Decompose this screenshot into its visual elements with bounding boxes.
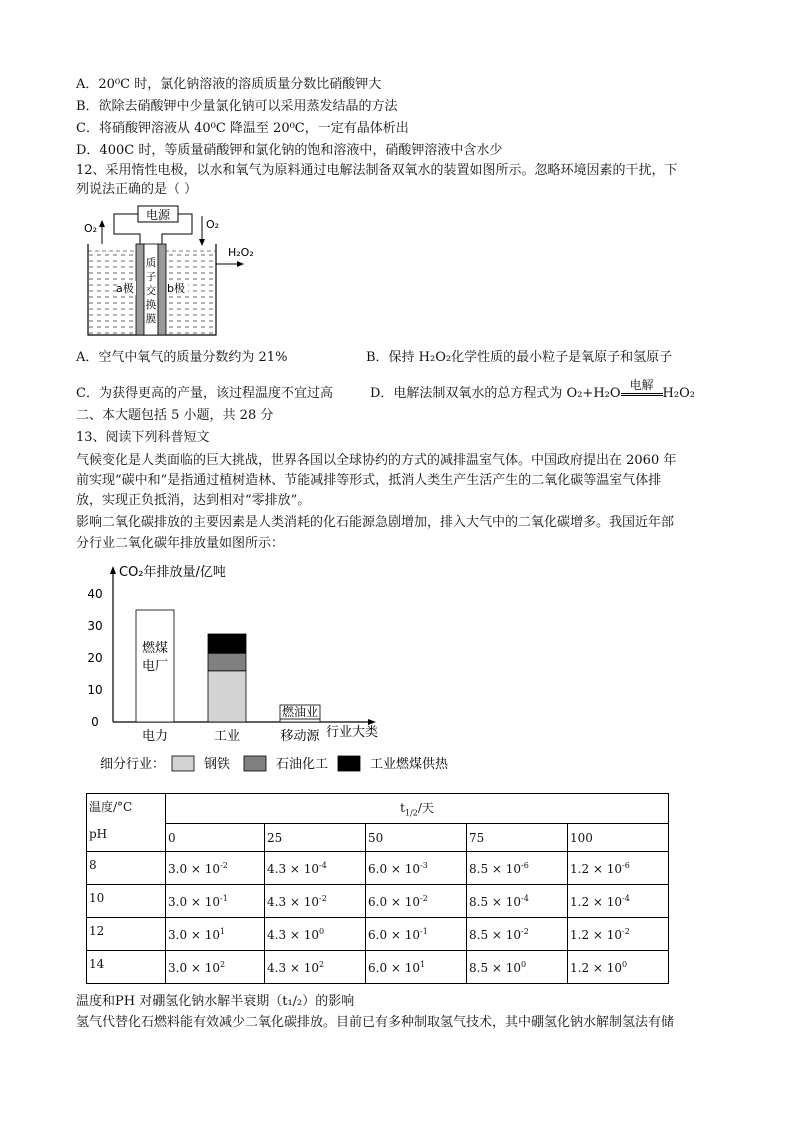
legend-swatch	[172, 756, 194, 771]
temperature-header: 0	[166, 824, 265, 852]
half-life-cell: $4.3 \times 10^{-2}$	[265, 885, 366, 918]
y-tick-label: 0	[91, 715, 99, 729]
bar-label: 燃油业	[281, 705, 319, 719]
bar-segment	[208, 671, 246, 722]
table-row	[87, 885, 669, 918]
x-tick-label: 电力	[141, 729, 169, 744]
half-life-cell: $6.0 \times 10^1$	[366, 951, 467, 984]
electrolysis-diagram	[80, 204, 270, 338]
half-life-cell: $6.0 \times 10^{-1}$	[366, 918, 467, 951]
option-12d	[370, 378, 695, 403]
half-life-cell: $8.5 \times 10^{-2}$	[467, 918, 568, 951]
svg-text:交: 交	[145, 285, 157, 297]
half-life-cell: $1.2 \times 10^{-4}$	[568, 885, 669, 918]
half-life-cell: $3.0 \times 10^{-2}$	[166, 852, 265, 885]
half-life-cell: $1.2 \times 10^{-2}$	[568, 918, 669, 951]
half-life-cell: $3.0 \times 10^2$	[166, 951, 265, 984]
paragraph-3-line-1: 氢气代替化石燃料能有效减少二氧化碳排放。目前已有多种制取氢气技术，其中硼氢化钠水解制氢法有储	[76, 1015, 675, 1030]
x-tick-label: 工业	[213, 729, 241, 744]
ph-value: 10	[87, 885, 166, 918]
y-axis-arrow	[110, 566, 116, 574]
half-life-cell: $6.0 \times 10^{-2}$	[366, 885, 467, 918]
b-electrode-label: b极	[167, 282, 185, 295]
legend-swatch	[244, 756, 266, 771]
temperature-row	[87, 824, 669, 852]
option-12a: A．空气中氧气的质量分数约为 21%	[76, 350, 288, 365]
power-label: 电源	[145, 208, 171, 222]
y-tick-label: 30	[87, 619, 103, 633]
option-11b: B．欲除去硝酸钾中少量氯化钠可以采用蒸发结晶的方法	[76, 99, 398, 114]
table-row	[87, 951, 669, 984]
option-11c: C．将硝酸钾溶液从 40⁰C 降温至 20⁰C，一定有晶体析出	[76, 121, 409, 136]
option-12b: B．保持 H₂O₂化学性质的最小粒子是氧原子和氢原子	[366, 350, 673, 365]
svg-text:质: 质	[145, 257, 157, 269]
bar-segment	[208, 653, 246, 671]
x-axis-label: 行业大类	[326, 725, 379, 740]
legend-label: 工业燃煤供热	[370, 757, 449, 772]
ph-value: 14	[87, 951, 166, 984]
half-life-cell: $3.0 \times 10^{-1}$	[166, 885, 265, 918]
bar-label: 燃煤	[141, 641, 169, 656]
a-electrode-label: a极	[116, 282, 134, 295]
legend-label: 石油化工	[276, 757, 329, 772]
temperature-header: 50	[366, 824, 467, 852]
question-12-stem: 12、采用惰性电极，以水和氧气为原料通过电解法制备双氧水的装置如图所示。忽略环境因素的干扰，下	[76, 163, 678, 178]
o2-out-label: O₂	[84, 222, 98, 235]
temperature-header: 100	[568, 824, 669, 852]
y-tick-label: 10	[87, 683, 103, 697]
option-11d: D．400C 时，等质量硝酸钾和氯化钠的饱和溶液中，硝酸钾溶液中含水少	[76, 143, 503, 158]
o2-in-label: O₂	[206, 218, 220, 231]
legend-swatch	[338, 756, 360, 771]
reaction-product: H₂O₂	[662, 386, 695, 401]
table-header: $t_{1/2}/$天	[166, 794, 669, 824]
table-row	[87, 918, 669, 951]
paragraph-1-line-1: 气候变化是人类面临的巨大挑战，世界各国以全球协约的方式的减排温室气体。中国政府提出在 2060 年	[76, 453, 677, 468]
half-life-table	[86, 793, 669, 984]
half-life-cell: $6.0 \times 10^{-3}$	[366, 852, 467, 885]
bar-segment	[208, 634, 246, 653]
table-corner	[87, 794, 166, 852]
bar-label: 电厂	[141, 659, 169, 674]
svg-text:子: 子	[145, 271, 157, 283]
half-life-cell: $8.5 \times 10^0$	[467, 951, 568, 984]
section-title: 二、本大题包括 5 小题，共 28 分	[76, 408, 274, 423]
half-life-cell: $1.2 \times 10^{-6}$	[568, 852, 669, 885]
table-caption: 温度和PH 对硼氢化钠水解半衰期（t₁/₂）的影响	[76, 994, 355, 1009]
option-11a: A．20⁰C 时，氯化钠溶液的溶质质量分数比硝酸钾大	[76, 77, 382, 92]
paragraph-1-line-3: 放，实现正负抵消，达到相对“零排放”。	[76, 493, 311, 508]
paragraph-2-line-2: 分行业二氧化碳年排放量如图所示：	[76, 536, 285, 551]
y-tick-label: 20	[87, 651, 103, 665]
paragraph-1-line-2: 前实现“碳中和”是指通过植树造林、节能减排等形式，抵消人类生产生活产生的二氧化碳等温室气体排	[76, 473, 662, 488]
half-life-cell: $3.0 \times 10^1$	[166, 918, 265, 951]
temperature-header: 25	[265, 824, 366, 852]
legend-label: 钢铁	[204, 757, 231, 772]
half-life-cell: $8.5 \times 10^{-4}$	[467, 885, 568, 918]
half-life-cell: $4.3 \times 10^2$	[265, 951, 366, 984]
question-12-stem-2: 列说法正确的是（ ）	[76, 182, 198, 197]
half-life-cell: $4.3 \times 10^{-4}$	[265, 852, 366, 885]
svg-text:膜: 膜	[145, 313, 157, 325]
y-axis-label: CO₂年排放量/亿吨	[119, 565, 226, 580]
electrode-b	[158, 244, 166, 335]
svg-text:换: 换	[145, 299, 157, 311]
ph-value: 8	[87, 852, 166, 885]
option-12c: C．为获得更高的产量，该过程温度不宜过高	[76, 386, 333, 401]
table-row	[87, 852, 669, 885]
corner-ph: pH	[89, 827, 108, 841]
ph-value: 12	[87, 918, 166, 951]
question-13-title: 13、阅读下列科普短文	[76, 430, 210, 445]
half-life-cell: $4.3 \times 10^0$	[265, 918, 366, 951]
h2o2-label: H₂O₂	[228, 246, 254, 259]
paragraph-2-line-1: 影响二氧化碳排放的主要因素是人类消耗的化石能源急剧增加，排入大气中的二氧化碳增多。我国近年部	[76, 515, 675, 530]
membrane-label	[146, 256, 157, 325]
electrode-a	[136, 244, 144, 335]
temperature-header: 75	[467, 824, 568, 852]
reaction-condition: 电解	[629, 378, 654, 392]
half-life-cell: $8.5 \times 10^{-6}$	[467, 852, 568, 885]
co2-emission-chart	[80, 558, 480, 782]
corner-temperature: 温度/°C	[89, 800, 133, 814]
half-life-cell: $1.2 \times 10^0$	[568, 951, 669, 984]
legend-title: 细分行业：	[100, 757, 166, 772]
y-tick-label: 40	[87, 587, 103, 601]
x-tick-label: 移动源	[280, 729, 320, 744]
option-12d-text: D．电解法制双氧水的总方程式为 O₂+H₂O	[370, 386, 621, 401]
